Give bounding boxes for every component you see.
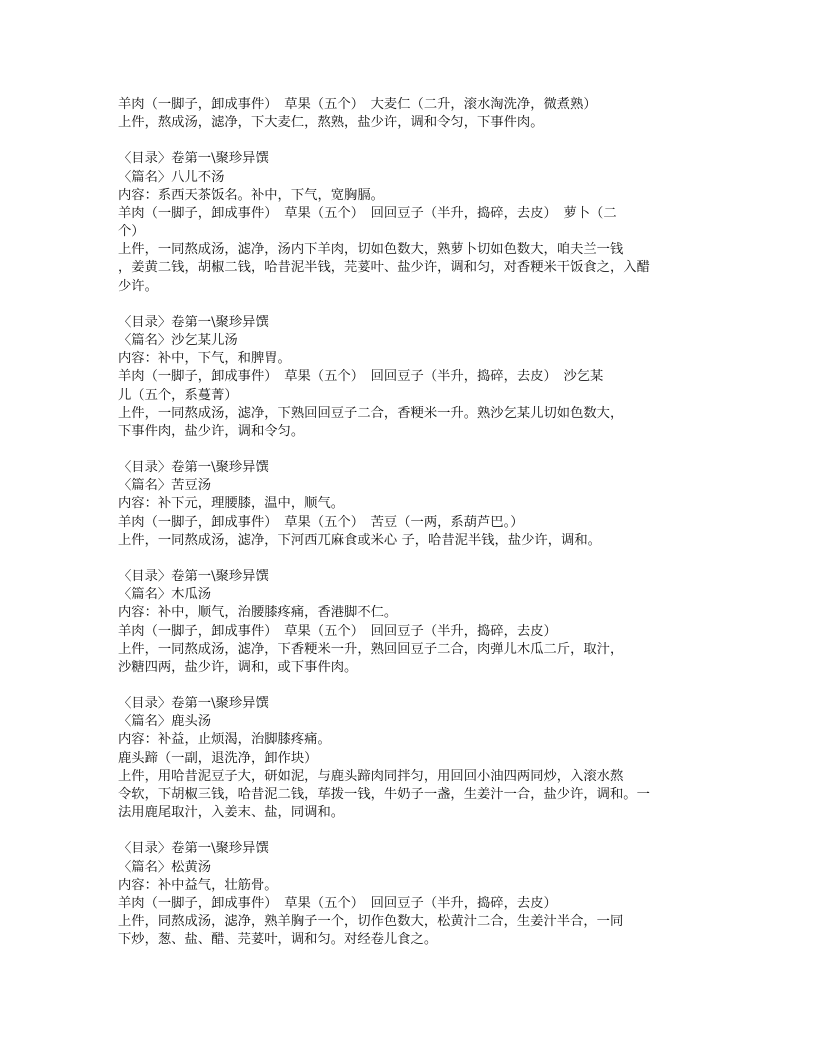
recipe-title: 〈篇名〉鹿头汤 — [118, 714, 212, 730]
recipe-entry — [118, 459, 718, 550]
text-line: 羊肉（一脚子，卸成事件） 草果（五个） 回回豆子（半升，捣碎，去皮） 沙乞某 — [118, 369, 604, 385]
document-page — [118, 96, 718, 949]
catalog-heading: 〈目录〉卷第一\聚珍异馔 — [118, 460, 269, 476]
text-line: 羊肉（一脚子，卸成事件） 草果（五个） 回回豆子（半升，捣碎，去皮） — [118, 623, 557, 639]
text-line: 羊肉（一脚子，卸成事件） 草果（五个） 回回豆子（半升，捣碎，去皮） 萝卜（二 — [118, 205, 617, 221]
recipe-content: 内容：补中益气，壮筋骨。 — [118, 877, 278, 893]
recipe-title: 〈篇名〉木瓜汤 — [118, 587, 212, 603]
text-line: 沙糖四两，盐少许，调和，或下事件肉。 — [118, 659, 358, 675]
text-line: 上件，一同熬成汤，滤净，汤内下羊肉，切如色数大，熟萝卜切如色数大，咱夫兰一钱 — [118, 242, 624, 258]
text-line: 羊肉（一脚子，卸成事件） 草果（五个） 大麦仁（二升，滚水淘洗净，微煮熟） — [118, 97, 597, 112]
text-line: 少许。 — [118, 278, 158, 294]
catalog-heading: 〈目录〉卷第一\聚珍异馔 — [118, 151, 269, 167]
text-line: 令软，下胡椒三钱，哈昔泥二钱，荜拨一钱，牛奶子一盏，生姜汁一合，盐少许，调和。一 — [118, 786, 650, 802]
text-line: 下事件肉，盐少许，调和令匀。 — [118, 423, 305, 439]
text-line: 上件，一同熬成汤，滤净，下香粳米一升，熟回回豆子二合，肉弹儿木瓜二斤，取汁， — [118, 641, 624, 657]
recipe-entry — [118, 568, 718, 677]
recipe-title: 〈篇名〉苦豆汤 — [118, 478, 212, 494]
recipe-title: 〈篇名〉沙乞某儿汤 — [118, 333, 238, 349]
intro-block — [118, 96, 718, 132]
text-line: 羊肉（一脚子，卸成事件） 草果（五个） 回回豆子（半升，捣碎，去皮） — [118, 895, 557, 911]
text-line: 下炒，葱、盐、醋、芫荽叶，调和匀。对经卷儿食之。 — [118, 932, 438, 948]
catalog-heading: 〈目录〉卷第一\聚珍异馔 — [118, 314, 269, 330]
catalog-heading: 〈目录〉卷第一\聚珍异馔 — [118, 841, 269, 857]
text-line: 上件，同熬成汤，滤净，熟羊胸子一个，切作色数大，松黄汁二合，生姜汁半合，一同 — [118, 914, 624, 930]
recipe-content: 内容：补下元，理腰膝，温中，顺气。 — [118, 496, 345, 512]
text-line: 上件，熬成汤，滤净，下大麦仁，熬熟，盐少许，调和令匀，下事件肉。 — [118, 115, 544, 131]
recipe-entry — [118, 150, 718, 295]
recipe-entry — [118, 314, 718, 441]
recipe-content: 内容：补中，顺气，治腰膝疼痛，香港脚不仁。 — [118, 605, 398, 621]
recipe-title: 〈篇名〉八儿不汤 — [118, 169, 225, 185]
text-line: 鹿头蹄（一副，退洗净，卸作块） — [118, 750, 318, 766]
recipe-content: 内容：系西天茶饭名。补中，下气，宽胸膈。 — [118, 187, 384, 203]
text-line: 上件，一同熬成汤，滤净，下河西兀麻食或米心 子，哈昔泥半钱，盐少许，调和。 — [118, 532, 601, 548]
recipe-entry — [118, 840, 718, 949]
recipe-content: 内容：补中，下气，和脾胃。 — [118, 351, 291, 367]
text-line: 个） — [118, 224, 145, 240]
recipe-entry — [118, 695, 718, 822]
text-line: 上件，一同熬成汤，滤净，下熟回回豆子二合，香粳米一升。熟沙乞某儿切如色数大， — [118, 405, 624, 421]
recipe-title: 〈篇名〉松黄汤 — [118, 859, 212, 875]
text-line: 羊肉（一脚子，卸成事件） 草果（五个） 苦豆（一两，系葫芦巴。） — [118, 514, 524, 530]
catalog-heading: 〈目录〉卷第一\聚珍异馔 — [118, 569, 269, 585]
catalog-heading: 〈目录〉卷第一\聚珍异馔 — [118, 696, 269, 712]
text-line: 法用鹿尾取汁，入姜末、盐，同调和。 — [118, 805, 345, 821]
text-line: 上件，用哈昔泥豆子大，研如泥，与鹿头蹄肉同拌匀，用回回小油四两同炒，入滚水熬 — [118, 768, 624, 784]
text-line: ，姜黄二钱，胡椒二钱，哈昔泥半钱，芫荽叶、盐少许，调和匀，对香粳米干饭食之，入醋 — [118, 260, 650, 276]
recipe-content: 内容：补益，止烦渴，治脚膝疼痛。 — [118, 732, 331, 748]
text-line: 儿（五个，系蔓菁） — [118, 387, 238, 403]
